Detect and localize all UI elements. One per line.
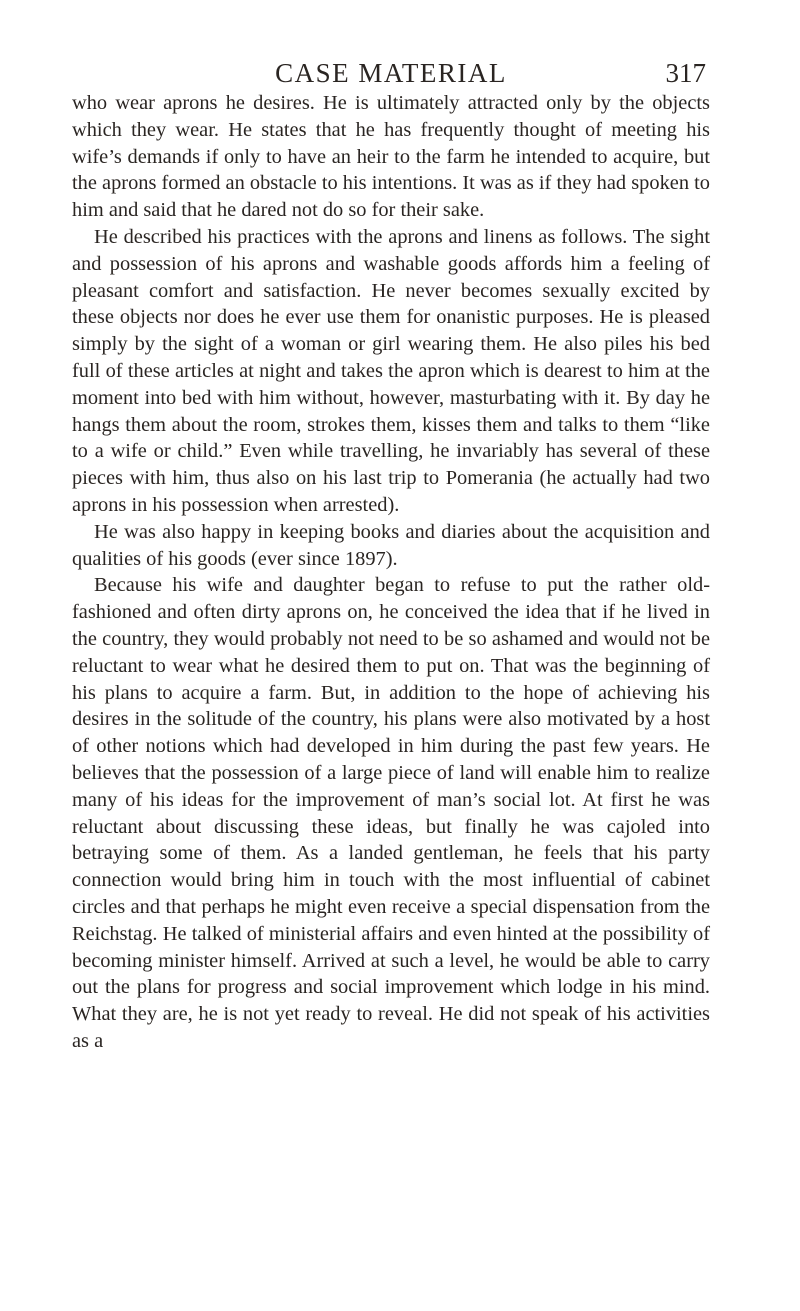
page-header	[72, 46, 710, 90]
paragraph-practices: He described his practices with the aprons and linens as follows. The sight and possession of his aprons and washable goods affords him a feeling of pleasant comfort and satisfaction. He never becomes sexually excited by these objects nor does he ever use them for onanistic purposes. He is pleased simply by the sight of a woman or girl wearing them. He also piles his bed full of these articles at night and takes the apron which is dearest to him at the moment into bed with him without, however, masturbating with it. By day he hangs them about the room, strokes them, kisses them and talks to them “like to a wife or child.” Even while travelling, he invariably has several of these pieces with him, thus also on his last trip to Pomerania (he actually had two aprons in his possession when arrested).	[72, 225, 710, 516]
page-number: 317	[665, 58, 706, 88]
running-head: CASE MATERIAL	[275, 58, 507, 88]
paragraph-continued: who wear aprons he desires. He is ultimately attracted only by the objects which they wear. He states that he has frequently thought of meeting his wife’s demands if only to have an heir to the farm he intended to acquire, but the aprons formed an obstacle to his intentions. It was as if they had spoken to him and said that he dared not do so for their sake.	[72, 92, 710, 222]
body-text	[72, 90, 710, 1055]
paragraph-farm-plans: Because his wife and daughter began to refuse to put the rather old-fashioned and often dirty aprons on, he conceived the idea that if he lived in the country, they would probably not need to be so ashamed and would not be reluctant to wear what he desired them to put on. That was the beginning of his plans to acquire a farm. But, in addition to the hope of achieving his desires in the solitude of the country, his plans were also motivated by a host of other notions which had developed in him during the past few years. He believes that the possession of a large piece of land will enable him to realize many of his ideas for the improvement of man’s social lot. At first he was reluctant about discussing these ideas, but finally he was cajoled into betraying some of them. As a landed gentleman, he feels that his party connection would bring him in touch with the most influential of cabinet circles and that perhaps he might even receive a special dispensation from the Reichstag. He talked of ministerial affairs and even hinted at the possibility of becoming minister himself. Arrived at such a level, he would be able to carry out the plans for progress and social improvement which lodge in his mind. What they are, he is not yet ready to reveal. He did not speak of his activities as a	[72, 574, 710, 1052]
paragraph-diaries: He was also happy in keeping books and diaries about the acquisition and qualities of his goods (ever since 1897).	[72, 520, 710, 570]
book-page	[72, 46, 710, 1055]
